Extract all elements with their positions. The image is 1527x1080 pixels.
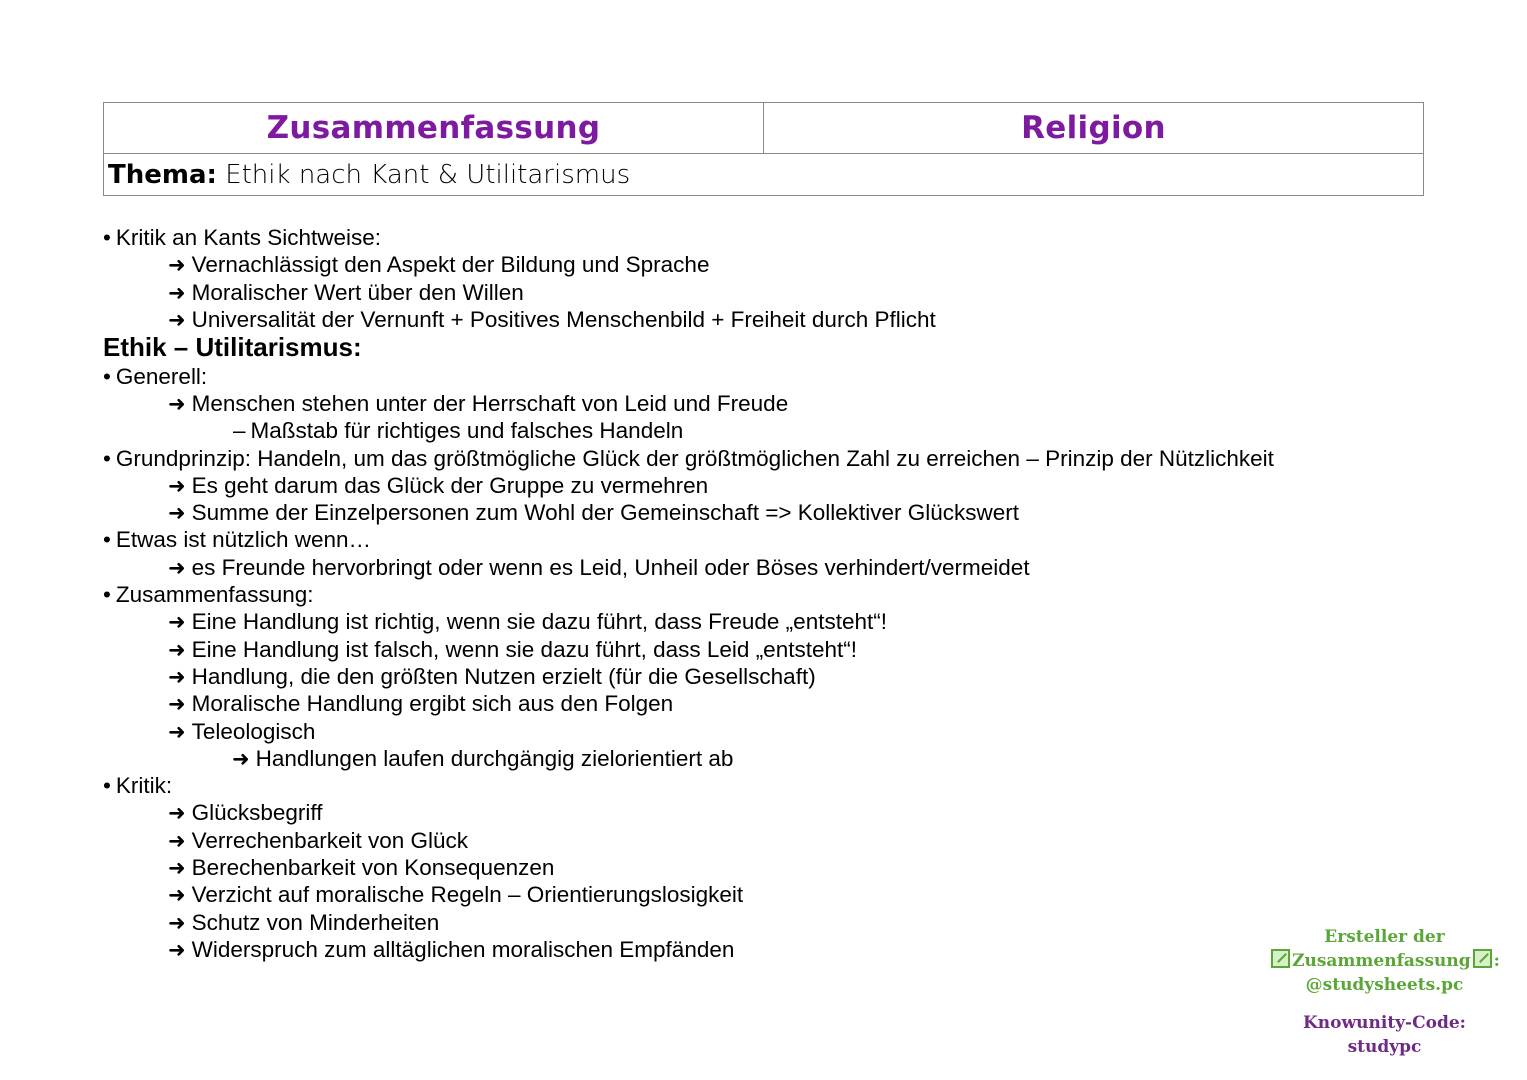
arrow-icon: ➜ <box>168 719 186 744</box>
arrow-item: ➜ Universalität der Vernunft + Positives Menschenbild + Freiheit durch Pflicht <box>168 306 936 332</box>
arrow-icon: ➜ <box>168 473 186 498</box>
header-table <box>103 102 1424 196</box>
bullet-kant-critique: • Kritik an Kants Sichtweise: <box>103 225 382 250</box>
arrow-icon: ➜ <box>232 746 250 771</box>
arrow-icon: ➜ <box>168 610 186 635</box>
arrow-icon: ➜ <box>168 391 186 416</box>
arrow-item: ➜ Glücksbegriff <box>168 800 323 826</box>
bullet-useful: • Etwas ist nützlich wenn… <box>103 527 371 553</box>
arrow-item: ➜ Berechenbarkeit von Konsequenzen <box>168 855 555 881</box>
notes-content <box>103 224 1423 963</box>
topic-label: Thema: <box>108 159 217 190</box>
topic-cell <box>104 154 1424 196</box>
arrow-icon: ➜ <box>168 883 186 908</box>
credit-line-2: Zusammenfassung : <box>1262 949 1507 973</box>
memo-icon <box>1473 949 1492 968</box>
arrow-item: ➜ Moralischer Wert über den Willen <box>168 279 524 305</box>
bullet-glyph: • <box>103 225 111 250</box>
arrow-item: ➜ Schutz von Minderheiten <box>168 909 440 935</box>
topic-value: Ethik nach Kant & Utilitarismus <box>225 159 631 190</box>
bullet-glyph: • <box>103 527 111 553</box>
arrow-icon: ➜ <box>168 910 186 935</box>
bullet-glyph: • <box>103 445 111 471</box>
arrow-icon: ➜ <box>168 664 186 689</box>
arrow-icon: ➜ <box>168 555 186 580</box>
arrow-item: ➜ Eine Handlung ist richtig, wenn sie dazu führt, dass Freude „entsteht“! <box>168 609 887 635</box>
arrow-item: ➜ Verrechenbarkeit von Glück <box>168 827 469 853</box>
arrow-item: ➜ Handlung, die den größten Nutzen erzielt (für die Gesellschaft) <box>168 663 816 689</box>
bullet-principle: • Grundprinzip: Handeln, um das größtmögliche Glück der größtmöglichen Zahl zu erreichen – Prinzip der Nützlichkeit <box>103 445 1274 471</box>
code-value: studypc <box>1347 1037 1422 1057</box>
dash-glyph: – <box>233 418 246 444</box>
arrow-icon: ➜ <box>168 253 186 278</box>
memo-icon <box>1271 949 1290 968</box>
bullet-glyph: • <box>103 363 111 389</box>
arrow-item: ➜ Moralische Handlung ergibt sich aus den Folgen <box>168 691 674 717</box>
dash-item: – Maßstab für richtiges und falsches Handeln <box>233 418 684 444</box>
bullet-general: • Generell: <box>103 363 208 389</box>
bullet-glyph: • <box>103 582 111 608</box>
arrow-icon: ➜ <box>168 501 186 526</box>
arrow-item: ➜ Summe der Einzelpersonen zum Wohl der Gemeinschaft => Kollektiver Glückswert <box>168 500 1020 526</box>
arrow-icon: ➜ <box>168 692 186 717</box>
arrow-icon: ➜ <box>168 828 186 853</box>
section-heading: Ethik – Utilitarismus: <box>103 332 362 363</box>
credit-line-1: Ersteller der <box>1324 927 1445 947</box>
author-credit <box>1262 925 1507 1059</box>
arrow-icon: ➜ <box>168 937 186 962</box>
bullet-critique: • Kritik: <box>103 773 173 799</box>
arrow-item: ➜ Vernachlässigt den Aspekt der Bildung und Sprache <box>168 252 710 278</box>
document-title: Zusammenfassung <box>266 110 601 146</box>
arrow-icon: ➜ <box>168 801 186 826</box>
bullet-summary: • Zusammenfassung: <box>103 582 314 608</box>
arrow-icon: ➜ <box>168 307 186 332</box>
arrow-item: ➜ Verzicht auf moralische Regeln – Orientierungslosigkeit <box>168 882 744 908</box>
arrow-item: ➜ Widerspruch zum alltäglichen moralischen Empfänden <box>168 936 735 962</box>
arrow-item: ➜ Es geht darum das Glück der Gruppe zu vermehren <box>168 472 709 498</box>
subject-title: Religion <box>1021 110 1166 146</box>
title-cell-left <box>104 103 764 154</box>
arrow-item: ➜ Menschen stehen unter der Herrschaft von Leid und Freude <box>168 390 789 416</box>
code-label: Knowunity-Code: <box>1303 1013 1466 1033</box>
arrow-item: ➜ Teleologisch <box>168 718 316 744</box>
arrow-item: ➜ es Freunde hervorbringt oder wenn es Leid, Unheil oder Böses verhindert/vermeidet <box>168 554 1030 580</box>
bullet-glyph: • <box>103 773 111 799</box>
credit-handle: @studysheets.pc <box>1305 975 1464 995</box>
arrow-icon: ➜ <box>168 856 186 881</box>
arrow-icon: ➜ <box>168 280 186 305</box>
arrow-icon: ➜ <box>168 637 186 662</box>
arrow-subitem: ➜ Handlungen laufen durchgängig zielorientiert ab <box>232 745 734 771</box>
title-cell-right <box>764 103 1424 154</box>
arrow-item: ➜ Eine Handlung ist falsch, wenn sie dazu führt, dass Leid „entsteht“! <box>168 636 857 662</box>
